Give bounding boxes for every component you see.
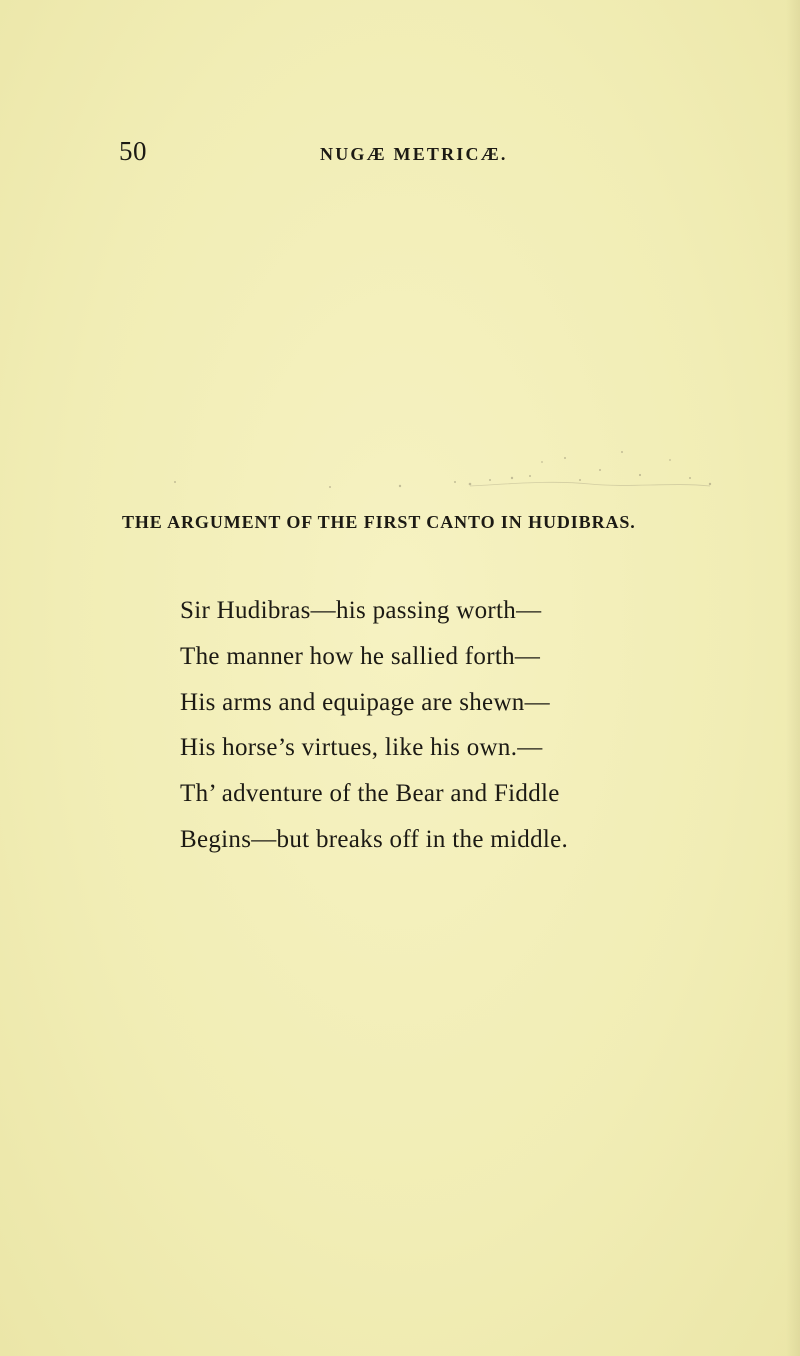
poem-line: Sir Hudibras—his passing worth— [180,597,542,624]
page-number: 50 [119,136,147,166]
poem-line: His horse’s virtues, like his own.— [180,734,543,762]
poem [180,588,568,863]
section-heading: THE ARGUMENT OF THE FIRST CANTO IN HUDIBRAS. [122,512,636,532]
poem-line: The manner how he sallied forth— [180,642,541,670]
poem-line: His arms and equipage are shewn— [180,688,550,716]
page-edge-shadow [786,0,800,1356]
running-title: NUGÆ METRICÆ. [320,144,508,164]
poem-line: Th’ adventure of the Bear and Fiddle [180,780,560,808]
poem-line: Begins—but breaks off in the middle. [180,825,569,853]
paper-blemish [170,440,715,500]
